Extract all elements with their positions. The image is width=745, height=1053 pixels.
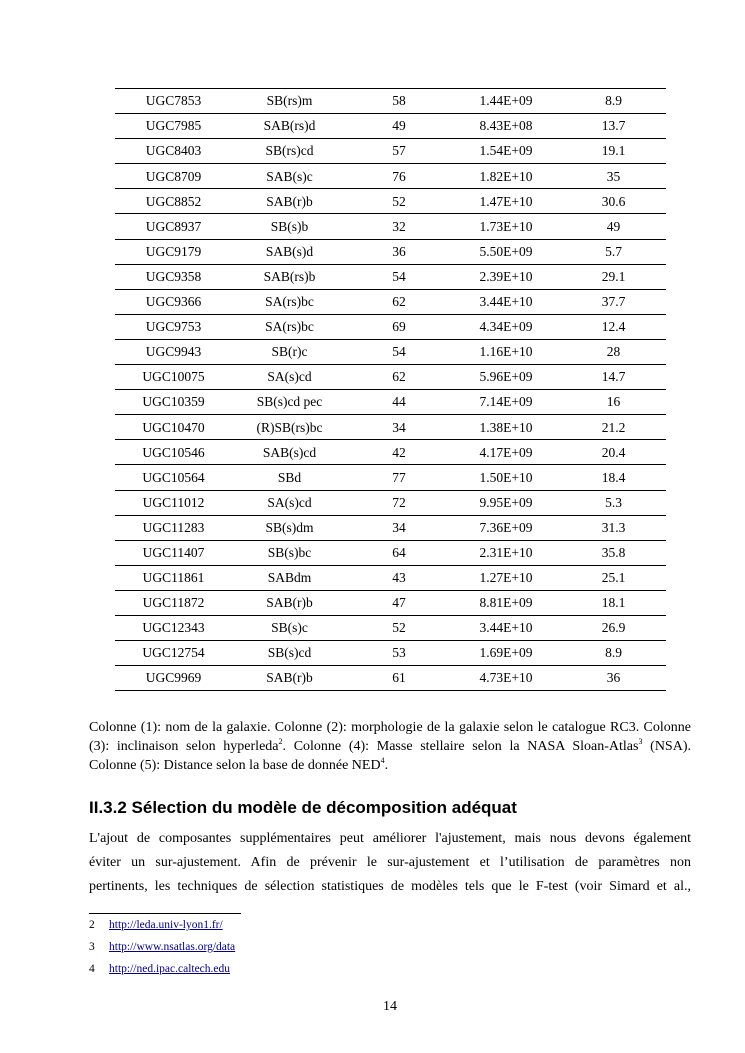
- table-cell: SB(r)c: [232, 339, 347, 364]
- table-cell: UGC10470: [115, 415, 232, 440]
- table-cell: UGC8403: [115, 139, 232, 164]
- table-cell: SA(rs)bc: [232, 289, 347, 314]
- galaxy-table-body: [115, 89, 666, 691]
- table-cell: 53: [347, 641, 451, 666]
- table-cell: 77: [347, 465, 451, 490]
- table-cell: UGC9753: [115, 314, 232, 339]
- table-cell: SB(s)bc: [232, 540, 347, 565]
- body-line: pertinents, les techniques de sélection statistiques de modèles tels que le F-test (voir Simard et al.,: [89, 879, 691, 894]
- table-cell: SB(rs)m: [232, 89, 347, 114]
- table-cell: SA(rs)bc: [232, 314, 347, 339]
- table-cell: SB(s)cd pec: [232, 390, 347, 415]
- table-cell: SAB(rs)b: [232, 264, 347, 289]
- table-cell: 34: [347, 415, 451, 440]
- table-cell: UGC7985: [115, 114, 232, 139]
- table-row: [115, 114, 666, 139]
- table-cell: UGC9969: [115, 666, 232, 691]
- section-heading: II.3.2 Sélection du modèle de décomposition adéquat: [89, 798, 517, 817]
- table-cell: 52: [347, 615, 451, 640]
- table-cell: 12.4: [561, 314, 666, 339]
- table-cell: 4.17E+09: [451, 440, 561, 465]
- table-cell: 5.50E+09: [451, 239, 561, 264]
- table-row: [115, 264, 666, 289]
- table-cell: SAB(r)b: [232, 189, 347, 214]
- table-cell: 49: [347, 114, 451, 139]
- table-cell: SB(s)cd: [232, 641, 347, 666]
- table-cell: UGC9366: [115, 289, 232, 314]
- table-cell: UGC9179: [115, 239, 232, 264]
- table-cell: (R)SB(rs)bc: [232, 415, 347, 440]
- table-cell: UGC8709: [115, 164, 232, 189]
- table-row: [115, 390, 666, 415]
- body-line: L'ajout de composantes supplémentaires peut améliorer l'ajustement, mais nous devons également: [89, 831, 691, 846]
- table-cell: 61: [347, 666, 451, 691]
- table-cell: 19.1: [561, 139, 666, 164]
- table-cell: 18.4: [561, 465, 666, 490]
- table-cell: 3.44E+10: [451, 289, 561, 314]
- table-cell: SAB(r)b: [232, 666, 347, 691]
- table-cell: 1.44E+09: [451, 89, 561, 114]
- table-cell: 1.54E+09: [451, 139, 561, 164]
- footnotes: [89, 917, 489, 983]
- table-row: [115, 565, 666, 590]
- table-cell: UGC10359: [115, 390, 232, 415]
- table-cell: UGC11283: [115, 515, 232, 540]
- table-row: [115, 164, 666, 189]
- table-cell: 1.27E+10: [451, 565, 561, 590]
- table-cell: UGC10075: [115, 365, 232, 390]
- table-row: [115, 590, 666, 615]
- footnote-separator: [89, 913, 241, 914]
- table-cell: 37.7: [561, 289, 666, 314]
- table-cell: 54: [347, 264, 451, 289]
- table-row: [115, 415, 666, 440]
- footnote-number: 2: [89, 919, 95, 931]
- table-cell: SA(s)cd: [232, 490, 347, 515]
- table-cell: 62: [347, 289, 451, 314]
- table-row: [115, 339, 666, 364]
- caption-text-2: . Colonne (4): Masse stellaire selon la NASA Sloan-Atlas: [282, 739, 639, 754]
- table-row: [115, 440, 666, 465]
- table-cell: 26.9: [561, 615, 666, 640]
- table-cell: SAB(s)cd: [232, 440, 347, 465]
- table-cell: UGC10564: [115, 465, 232, 490]
- table-cell: 35.8: [561, 540, 666, 565]
- table-cell: 36: [347, 239, 451, 264]
- table-row: [115, 641, 666, 666]
- table-cell: 8.43E+08: [451, 114, 561, 139]
- footnote-2: [89, 917, 489, 939]
- table-cell: UGC11872: [115, 590, 232, 615]
- table-cell: 29.1: [561, 264, 666, 289]
- table-row: [115, 239, 666, 264]
- table-cell: 28: [561, 339, 666, 364]
- table-cell: SB(s)b: [232, 214, 347, 239]
- table-cell: SAB(s)d: [232, 239, 347, 264]
- body-line: éviter un sur-ajustement. Afin de prévenir le sur-ajustement et l’utilisation de paramètres non: [89, 855, 691, 870]
- table-cell: 49: [561, 214, 666, 239]
- footnote-number: 4: [89, 963, 95, 975]
- table-row: [115, 289, 666, 314]
- table-row: [115, 214, 666, 239]
- footnote-ref-2[interactable]: 2: [278, 737, 283, 746]
- table-row: [115, 89, 666, 114]
- page-number: 14: [383, 999, 397, 1014]
- table-cell: 4.73E+10: [451, 666, 561, 691]
- table-cell: 58: [347, 89, 451, 114]
- table-row: [115, 314, 666, 339]
- table-row: [115, 465, 666, 490]
- table-cell: 5.7: [561, 239, 666, 264]
- section-body: [89, 827, 691, 899]
- table-cell: 54: [347, 339, 451, 364]
- table-cell: 76: [347, 164, 451, 189]
- table-row: [115, 615, 666, 640]
- table-cell: SAB(r)b: [232, 590, 347, 615]
- table-cell: UGC8852: [115, 189, 232, 214]
- table-cell: 1.69E+09: [451, 641, 561, 666]
- table-cell: 42: [347, 440, 451, 465]
- table-cell: 14.7: [561, 365, 666, 390]
- table-cell: UGC12343: [115, 615, 232, 640]
- table-caption: [89, 718, 691, 775]
- table-cell: 13.7: [561, 114, 666, 139]
- table-cell: 18.1: [561, 590, 666, 615]
- table-cell: UGC11012: [115, 490, 232, 515]
- table-cell: SAB(s)c: [232, 164, 347, 189]
- table-cell: 1.50E+10: [451, 465, 561, 490]
- table-cell: 5.96E+09: [451, 365, 561, 390]
- table-cell: SABdm: [232, 565, 347, 590]
- table-cell: 57: [347, 139, 451, 164]
- table-cell: SB(s)dm: [232, 515, 347, 540]
- table-cell: SAB(rs)d: [232, 114, 347, 139]
- table-cell: 35: [561, 164, 666, 189]
- table-cell: 3.44E+10: [451, 615, 561, 640]
- table-row: [115, 490, 666, 515]
- footnote-number: 3: [89, 941, 95, 953]
- table-cell: 1.73E+10: [451, 214, 561, 239]
- table-cell: 69: [347, 314, 451, 339]
- table-cell: 1.47E+10: [451, 189, 561, 214]
- table-cell: 20.4: [561, 440, 666, 465]
- table-cell: 64: [347, 540, 451, 565]
- footnote-link[interactable]: http://leda.univ-lyon1.fr/: [109, 919, 223, 931]
- table-cell: 2.39E+10: [451, 264, 561, 289]
- table-cell: 25.1: [561, 565, 666, 590]
- table-cell: 8.81E+09: [451, 590, 561, 615]
- table-cell: SB(rs)cd: [232, 139, 347, 164]
- caption-text-1: Colonne (1): nom de la galaxie. Colonne (2): morphologie de la galaxie selon le catalogue RC3. Colonne (3): inclinaison selon hyperleda: [89, 720, 691, 754]
- table-cell: 31.3: [561, 515, 666, 540]
- table-cell: UGC7853: [115, 89, 232, 114]
- footnote-3: [89, 939, 489, 961]
- table-cell: UGC12754: [115, 641, 232, 666]
- table-cell: 1.16E+10: [451, 339, 561, 364]
- table-cell: 7.14E+09: [451, 390, 561, 415]
- table-cell: 8.9: [561, 89, 666, 114]
- table-cell: UGC8937: [115, 214, 232, 239]
- table-row: [115, 540, 666, 565]
- table-cell: 2.31E+10: [451, 540, 561, 565]
- footnote-ref-3[interactable]: 3: [638, 737, 643, 746]
- table-cell: 8.9: [561, 641, 666, 666]
- table-cell: SB(s)c: [232, 615, 347, 640]
- table-cell: 1.82E+10: [451, 164, 561, 189]
- table-cell: 52: [347, 189, 451, 214]
- table-row: [115, 139, 666, 164]
- table-row: [115, 666, 666, 691]
- footnote-link[interactable]: http://ned.ipac.caltech.edu: [109, 963, 231, 975]
- table-cell: 21.2: [561, 415, 666, 440]
- caption-text-3: (NSA). Colonne (5): Distance selon la base de donnée NED: [89, 739, 691, 773]
- table-cell: 34: [347, 515, 451, 540]
- table-cell: 7.36E+09: [451, 515, 561, 540]
- table-cell: UGC9943: [115, 339, 232, 364]
- table-cell: 1.38E+10: [451, 415, 561, 440]
- table-cell: 43: [347, 565, 451, 590]
- footnote-link[interactable]: http://www.nsatlas.org/data: [109, 941, 236, 953]
- table-cell: 30.6: [561, 189, 666, 214]
- table-row: [115, 365, 666, 390]
- table-cell: 36: [561, 666, 666, 691]
- table-cell: 5.3: [561, 490, 666, 515]
- table-cell: 32: [347, 214, 451, 239]
- table-cell: 47: [347, 590, 451, 615]
- table-cell: 62: [347, 365, 451, 390]
- footnote-4: [89, 961, 489, 983]
- table-cell: SA(s)cd: [232, 365, 347, 390]
- table-cell: 9.95E+09: [451, 490, 561, 515]
- table-cell: 4.34E+09: [451, 314, 561, 339]
- table-cell: SBd: [232, 465, 347, 490]
- caption-text-4: .: [384, 758, 389, 773]
- table-cell: UGC11407: [115, 540, 232, 565]
- table-cell: UGC9358: [115, 264, 232, 289]
- table-cell: UGC10546: [115, 440, 232, 465]
- table-row: [115, 189, 666, 214]
- table-cell: 44: [347, 390, 451, 415]
- galaxy-table: [115, 88, 666, 691]
- table-row: [115, 515, 666, 540]
- footnote-ref-4[interactable]: 4: [380, 756, 385, 765]
- table-cell: 16: [561, 390, 666, 415]
- table-cell: 72: [347, 490, 451, 515]
- table-cell: UGC11861: [115, 565, 232, 590]
